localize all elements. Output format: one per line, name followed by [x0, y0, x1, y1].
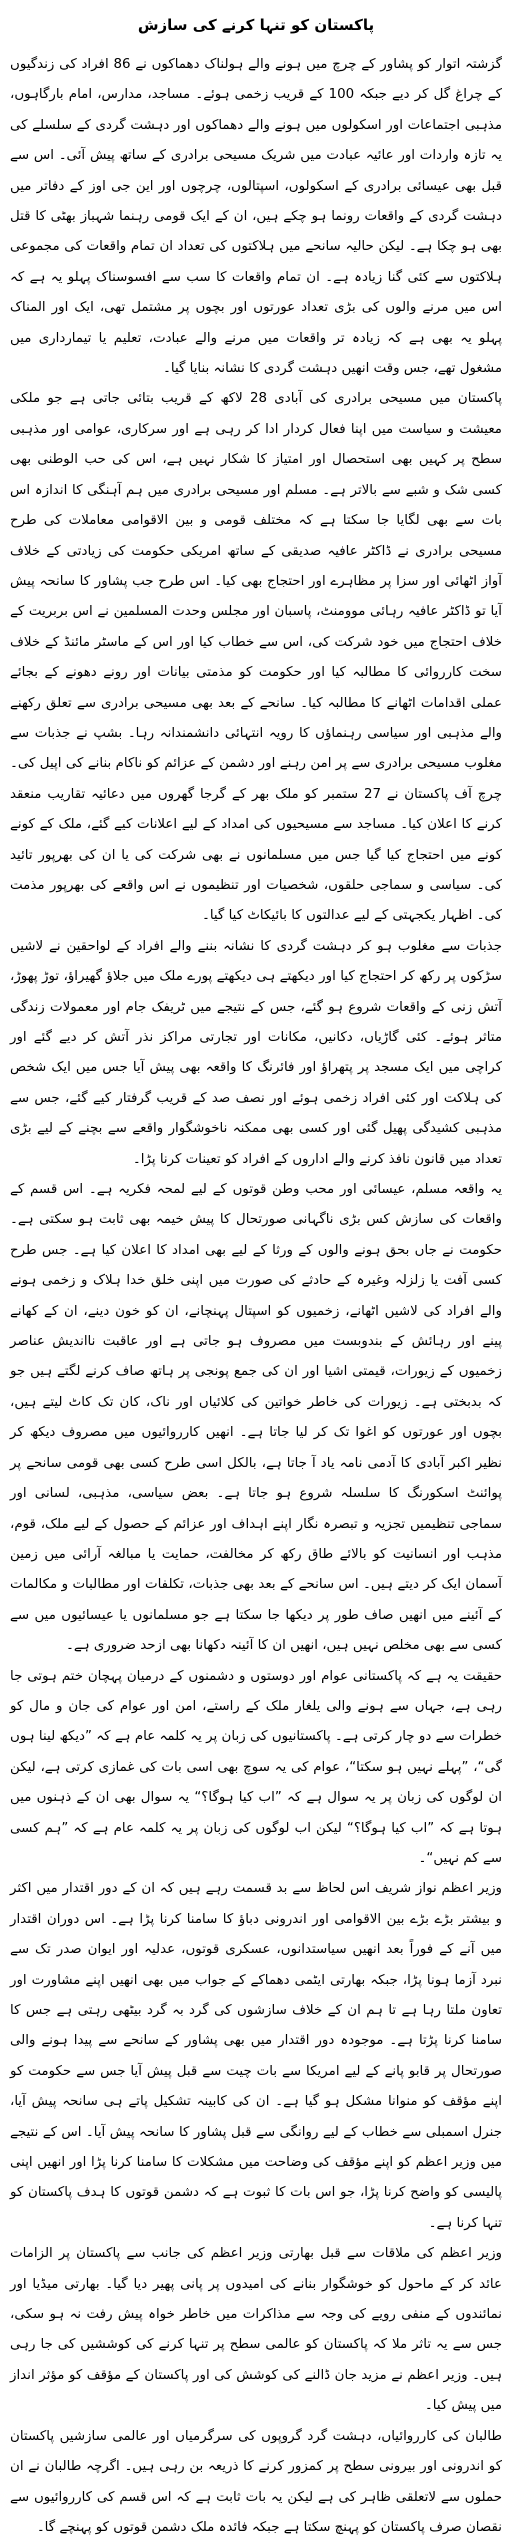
- article-paragraph: وزیر اعظم نواز شریف اس لحاظ سے بد قسمت رہے ہیں کہ ان کے دور اقتدار میں اکثر و بیشتر بڑے بڑے بین الاقوامی اور اندرونی دباؤ کا سامنا کرنا پڑا ہے۔ اس دوران اقتدار میں آنے کے فوراً بعد انھیں سیاستدانوں، عسکری قوتوں، عدلیہ اور ایوان صدر تک سے نبرد آزما ہونا پڑا، جبکہ بھارتی ایٹمی دھماکے کے جواب میں بھی انھیں اپنے مشاورت اور تعاون ملتا رہا ہے تا ہم ان کے خلاف سازشوں کی گرد بہ گرد بیٹھی رہتی ہے جس کا سامنا کرنا پڑتا ہے۔ موجودہ دور اقتدار میں بھی پشاور کے سانحے سے پیدا ہونے والی صورتحال پر قابو پانے کے لیے امریکا سے بات چیت سے قبل پیش آیا جس سے حکومت کو اپنے مؤقف کو منوانا مشکل ہو گیا ہے۔ ان کی کابینہ تشکیل پاتے ہی سانحہ پیش آیا، جنرل اسمبلی سے خطاب کے لیے روانگی سے قبل پشاور کا سانحہ پیش آیا۔ اس کے نتیجے میں وزیر اعظم کو اپنے مؤقف کی وضاحت میں مشکلات کا سامنا کرنا پڑا اور انھیں اپنی پالیسی کو واضح کرنا پڑا، جو اس بات کا ثبوت ہے کہ دشمن قوتوں کا ہدف پاکستان کو تنہا کرنا ہے۔: [10, 1881, 502, 2231]
- article-paragraph: حقیقت یہ ہے کہ پاکستانی عوام اور دوستوں و دشمنوں کے درمیان پہچان ختم ہوتی جا رہی ہے، جہاں سے ہونے والی یلغار ملک کے راستے، امن اور عوام کی جان و مال کو خطرات سے دو چار کرتی ہے۔ پاکستانیوں کی زبان پر یہ کلمہ عام ہے کہ ”دیکھ لینا ہوں گی“، ”پہلے نہیں ہو سکتا“، عوام کی یہ سوچ بھی اسی بات کی غمازی کرتی ہے، لیکن ان لوگوں کی زبان پر یہ سوال ہے کہ ”اب کیا ہوگا؟“ یہ سوال بھی ان کے ذہنوں میں ہوتا ہے کہ ”اب کیا ہوگا؟“ لیکن اب لوگوں کی زبان پر یہ کلمہ عام ہے کہ ”ہم کسی سے کم نہیں“۔: [10, 1668, 502, 1866]
- article-body: [10, 50, 502, 2543]
- article-headline: پاکستان کو تنہا کرنے کی سازش: [137, 16, 375, 34]
- article-paragraph: طالبان کی کارروائیاں، دہشت گرد گروپوں کی سرگرمیاں اور عالمی سازشیں پاکستان کو اندرونی اور بیرونی سطح پر کمزور کرنے کا ذریعہ بن رہی ہیں۔ اگرچہ طالبان نے ان حملوں سے لاتعلقی ظاہر کی ہے لیکن یہ بات ثابت ہے کہ اس قسم کی کارروائیوں سے نقصان صرف پاکستان کو پہنچ سکتا ہے جبکہ فائدہ ملک دشمن قوتوں کو پہنچے گا۔: [10, 2428, 502, 2535]
- article-paragraph: پاکستان میں مسیحی برادری کی آبادی 28 لاکھ کے قریب بتائی جاتی ہے جو ملکی معیشت و سیاست میں اپنا فعال کردار ادا کر رہی ہے اور سرکاری، عوامی اور مذہبی سطح پر کہیں بھی استحصال اور امتیاز کا شکار نہیں ہے، اس کی حب الوطنی بھی کسی شک و شبے سے بالاتر ہے۔ مسلم اور مسیحی برادری میں ہم آہنگی کا اندازہ اس بات سے بھی لگایا جا سکتا ہے کہ مختلف قومی و بین الاقوامی معاملات کی طرح مسیحی برادری نے ڈاکٹر عافیہ صدیقی کے ساتھ امریکی حکومت کی زیادتی کے خلاف آواز اٹھائی اور سزا پر مظاہرے اور احتجاج بھی کیا۔ اس طرح جب پشاور کا سانحہ پیش آیا تو ڈاکٹر عافیہ رہائی موومنٹ، پاسبان اور مجلس وحدت المسلمین نے اس بربریت کے خلاف احتجاج میں خود شرکت کی، اس سے خطاب کیا اور اس کے ماسٹر مائنڈ کے خلاف سخت کارروائی کا مطالبہ کیا اور حکومت کو مذمتی بیانات اور رونے دھونے کے بجائے عملی اقدامات اٹھانے کا مطالبہ کیا۔ سانحے کے بعد بھی مسیحی برادری سے تعلق رکھنے والے مذہبی اور سیاسی رہنماؤں کا رویہ انتہائی دانشمندانہ رہا۔ بشپ نے جذبات سے مغلوب مسیحی برادری سے پر امن رہنے اور دشمن کے عزائم کو ناکام بنانے کی اپیل کی۔ چرچ آف پاکستان نے 27 ستمبر کو ملک بھر کے گرجا گھروں میں دعائیہ تقاریب منعقد کرنے کا اعلان کیا۔ مساجد سے مسیحیوں کی امداد کے لیے اعلانات کیے گئے، ملک کے کونے کونے میں احتجاج کیا گیا جس میں مسلمانوں نے بھی شرکت کی یا ان کی بھرپور تائید کی۔ سیاسی و سماجی حلقوں، شخصیات اور تنظیموں نے اس واقعے کی بھرپور مذمت کی۔ اظہار یکجہتی کے لیے عدالتوں کا بائیکاٹ کیا گیا۔: [10, 391, 502, 924]
- article-paragraph: گزشتہ اتوار کو پشاور کے چرچ میں ہونے والے ہولناک دھماکوں نے 86 افراد کی زندگیوں کے چراغ گل کر دیے جبکہ 100 کے قریب زخمی ہوئے۔ مساجد، مدارس، امام بارگاہوں، مذہبی اجتماعات اور اسکولوں میں ہونے والے دھماکوں اور دہشت گردی کے سلسلے کی یہ تازہ واردات اور عائیہ عبادت میں شریک مسیحی برادری کے ساتھ پیش آئی۔ اس سے قبل بھی عیسائی برادری کے اسکولوں، اسپتالوں، چرچوں اور این جی اوز کے دفاتر میں دہشت گردی کے واقعات رونما ہو چکے ہیں، ان کے ایک قومی رہنما شہباز بھٹی کا قتل بھی ہو چکا ہے۔ لیکن حالیہ سانحے میں ہلاکتوں کی تعداد ان تمام واقعات کی مجموعی ہلاکتوں سے کئی گنا زیادہ ہے۔ ان تمام واقعات کا سب سے افسوسناک پہلو یہ ہے کہ اس میں مرنے والوں کی بڑی تعداد عورتوں اور بچوں پر مشتمل تھی، ایک اور المناک پہلو یہ بھی ہے کہ زیادہ تر واقعات میں مرنے والے عبادت، تعلیم یا تیمارداری میں مشغول تھے، جس وقت انھیں دہشت گردی کا نشانہ بنایا گیا۔: [10, 57, 503, 377]
- article-paragraph: یہ واقعہ مسلم، عیسائی اور محب وطن قوتوں کے لیے لمحہ فکریہ ہے۔ اس قسم کے واقعات کی سازش کس بڑی ناگہانی صورتحال کا پیش خیمہ بھی ثابت ہو سکتی ہے۔ حکومت نے جاں بحق ہونے والوں کے ورثا کے لیے بھی امداد کا اعلان کیا ہے۔ جس طرح کسی آفت یا زلزلہ وغیرہ کے حادثے کی صورت میں اپنی خلق خدا ہلاک و زخمی ہونے والے افراد کی لاشیں اٹھانے، زخمیوں کو اسپتال پہنچانے، ان کو خون دینے، ان کے کھانے پینے اور رہائش کے بندوبست میں مصروف ہو جاتی ہے اور عاقبت نااندیش عناصر زخمیوں کے زیورات، قیمتی اشیا اور ان کی جمع پونجی پر ہاتھ صاف کرنے لگتے ہیں جو کہ بدبختی ہے۔ زیورات کی خاطر خواتین کی کلائیاں اور ناک، کان تک کاٹ لیتے ہیں، بچوں اور عورتوں کو اغوا تک کر لیا جاتا ہے۔ انھیں کارروائیوں میں مصروف دیکھ کر نظیر اکبر آبادی کا آدمی نامہ یاد آ جاتا ہے، بالکل اسی طرح کسی بھی قومی سانحے پر پوائنٹ اسکورنگ کا سلسلہ شروع ہو جاتا ہے۔ بعض سیاسی، مذہبی، لسانی اور سماجی تنظیمیں تجزیہ و تبصرہ نگار اپنے اہداف اور عزائم کے حصول کے لیے ملک، قوم، مذہب اور انسانیت کو بالائے طاق رکھ کر مخالفت، حمایت یا مبالغہ آرائی میں زمین آسمان ایک کر دیتے ہیں۔ اس سانحے کے بعد بھی جذبات، تکلفات اور مطالبات و مکالمات کے آئینے میں انھیں صاف طور پر دیکھا جا سکتا ہے جو مسلمانوں یا عیسائیوں میں سے کسی سے بھی مخلص نہیں ہیں، انھیں ان کا آئینہ دکھانا بھی ازحد ضروری ہے۔: [10, 1182, 502, 1654]
- article-paragraph: جذبات سے مغلوب ہو کر دہشت گردی کا نشانہ بننے والے افراد کے لواحقین نے لاشیں سڑکوں پر رکھ کر احتجاج کیا اور دیکھتے ہی دیکھتے پورے ملک میں جلاؤ گھیراؤ، توڑ پھوڑ، آتش زنی کے واقعات شروع ہو گئے، جس کے نتیجے میں ٹریفک جام اور معمولات زندگی متاثر ہوئے۔ کئی گاڑیاں، دکانیں، مکانات اور تجارتی مراکز نذر آتش کر دیے گئے اور کراچی میں ایک مسجد پر پتھراؤ اور فائرنگ کا واقعہ بھی پیش آیا جس میں ایک شخص کی ہلاکت اور کئی افراد زخمی ہوئے اور نصف صد کے قریب گرفتار کیے گئے، جس سے مذہبی کشیدگی پھیل گئی اور کسی بھی ممکنہ ناخوشگوار واقعے سے بچنے کے لیے بڑی تعداد میں قانون نافذ کرنے والے اداروں کے افراد کو تعینات کرنا پڑا۔: [10, 938, 502, 1167]
- article-paragraph: وزیر اعظم کی ملاقات سے قبل بھارتی وزیر اعظم کی جانب سے پاکستان پر الزامات عائد کر کے ماحول کو خوشگوار بنانے کی امیدوں پر پانی پھیر دیا گیا۔ بھارتی میڈیا اور نمائندوں کے منفی رویے کی وجہ سے مذاکرات میں خاطر خواہ پیش رفت نہ ہو سکی، جس سے یہ تاثر ملا کہ پاکستان کو عالمی سطح پر تنہا کرنے کی کوششیں کی جا رہی ہیں۔ وزیر اعظم نے مزید جان ڈالنے کی کوشش کی اور پاکستان کے مؤقف کو مؤثر انداز میں پیش کیا۔: [10, 2246, 502, 2414]
